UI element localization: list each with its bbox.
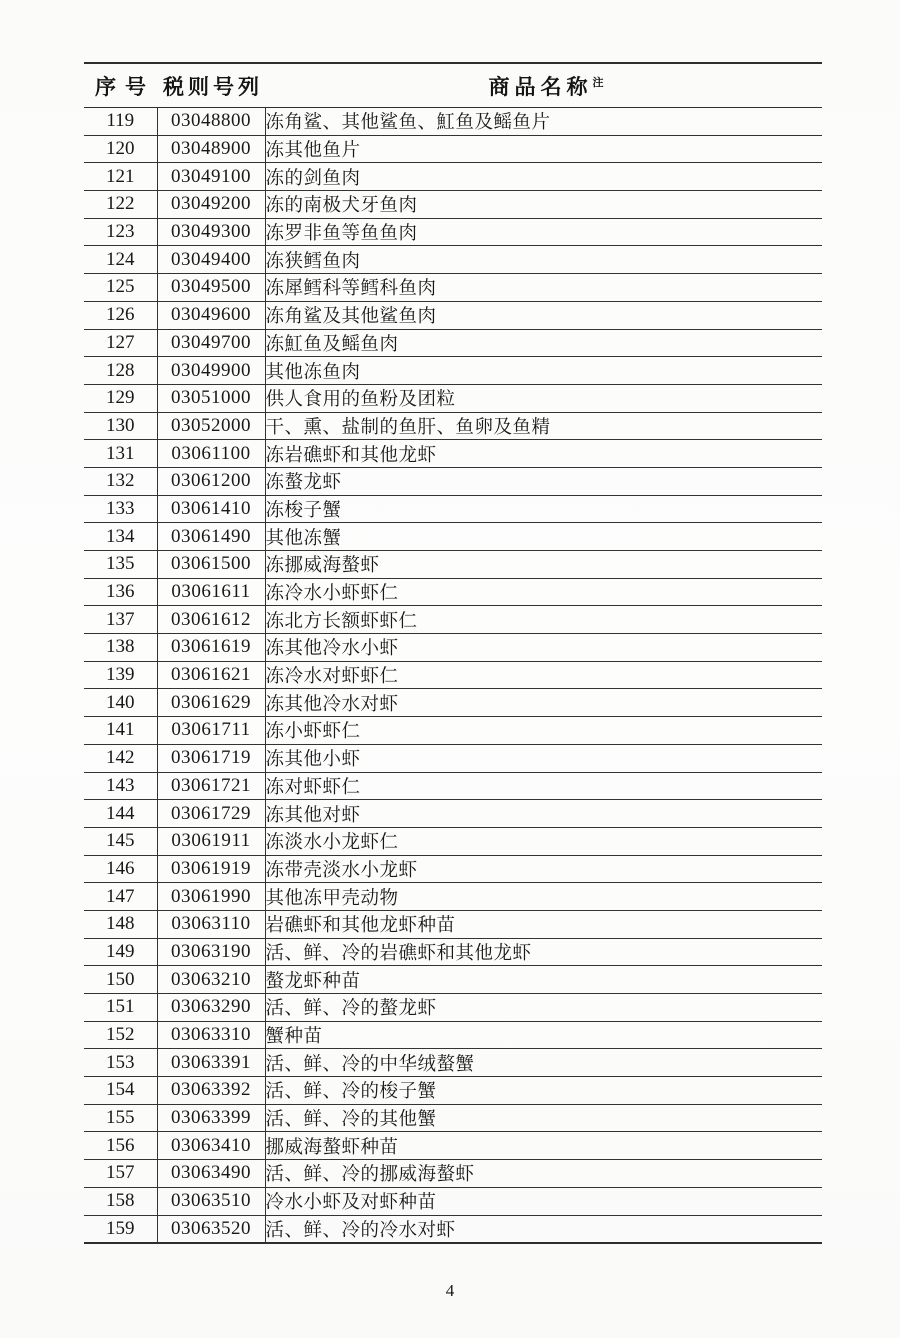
row-name-cell: 活、鲜、冷的中华绒螯蟹 <box>265 1049 822 1077</box>
row-seq-cell: 149 <box>84 938 157 966</box>
table-row <box>84 578 822 606</box>
row-seq-cell: 132 <box>84 467 157 495</box>
row-seq-cell: 126 <box>84 301 157 329</box>
row-seq-cell: 144 <box>84 800 157 828</box>
row-name-cell: 活、鲜、冷的岩礁虾和其他龙虾 <box>265 938 822 966</box>
row-name-cell: 螯龙虾种苗 <box>265 966 822 994</box>
row-seq-cell: 139 <box>84 661 157 689</box>
column-header-seq-label: 序号 <box>95 74 155 99</box>
row-name-cell: 冻对虾虾仁 <box>265 772 822 800</box>
table-row <box>84 827 822 855</box>
row-code-cell: 03061619 <box>157 634 265 662</box>
row-name-cell: 冻小虾虾仁 <box>265 717 822 745</box>
row-name-cell: 冻其他冷水对虾 <box>265 689 822 717</box>
table-row <box>84 495 822 523</box>
row-code-cell: 03063490 <box>157 1160 265 1188</box>
row-seq-cell: 121 <box>84 163 157 191</box>
row-code-cell: 03063190 <box>157 938 265 966</box>
row-seq-cell: 148 <box>84 910 157 938</box>
table-row <box>84 274 822 302</box>
table-row <box>84 467 822 495</box>
row-seq-cell: 147 <box>84 883 157 911</box>
row-seq-cell: 128 <box>84 357 157 385</box>
row-code-cell: 03061500 <box>157 551 265 579</box>
row-code-cell: 03061410 <box>157 495 265 523</box>
row-code-cell: 03061721 <box>157 772 265 800</box>
table-row <box>84 1104 822 1132</box>
page-number: 4 <box>445 1281 455 1300</box>
row-name-cell: 其他冻甲壳动物 <box>265 883 822 911</box>
row-code-cell: 03061629 <box>157 689 265 717</box>
row-name-cell: 冻淡水小龙虾仁 <box>265 827 822 855</box>
row-seq-cell: 142 <box>84 744 157 772</box>
row-code-cell: 03049300 <box>157 218 265 246</box>
table-row <box>84 329 822 357</box>
row-code-cell: 03063410 <box>157 1132 265 1160</box>
table-row <box>84 938 822 966</box>
row-code-cell: 03063391 <box>157 1049 265 1077</box>
table-row <box>84 661 822 689</box>
table-row <box>84 523 822 551</box>
column-header-code-label: 税则号列 <box>163 74 263 99</box>
row-code-cell: 03061200 <box>157 467 265 495</box>
table-row <box>84 994 822 1022</box>
row-seq-cell: 120 <box>84 135 157 163</box>
table-row <box>84 689 822 717</box>
row-seq-cell: 143 <box>84 772 157 800</box>
row-name-cell: 冻冷水对虾虾仁 <box>265 661 822 689</box>
row-seq-cell: 123 <box>84 218 157 246</box>
table-row <box>84 606 822 634</box>
tariff-table <box>84 62 822 1244</box>
row-code-cell: 03049600 <box>157 301 265 329</box>
row-name-cell: 冻北方长额虾虾仁 <box>265 606 822 634</box>
row-name-cell: 冻其他对虾 <box>265 800 822 828</box>
row-name-cell: 冷水小虾及对虾种苗 <box>265 1187 822 1215</box>
table-body <box>84 108 822 1244</box>
row-seq-cell: 138 <box>84 634 157 662</box>
row-name-cell: 冻挪威海螯虾 <box>265 551 822 579</box>
row-name-cell: 其他冻鱼肉 <box>265 357 822 385</box>
row-code-cell: 03063110 <box>157 910 265 938</box>
row-seq-cell: 135 <box>84 551 157 579</box>
table-row <box>84 108 822 136</box>
row-seq-cell: 146 <box>84 855 157 883</box>
table-row <box>84 910 822 938</box>
row-seq-cell: 154 <box>84 1077 157 1105</box>
row-seq-cell: 145 <box>84 827 157 855</box>
row-code-cell: 03049100 <box>157 163 265 191</box>
row-name-cell: 冻角鲨、其他鲨鱼、魟鱼及鳐鱼片 <box>265 108 822 136</box>
row-code-cell: 03061919 <box>157 855 265 883</box>
row-name-cell: 冻其他冷水小虾 <box>265 634 822 662</box>
row-code-cell: 03061612 <box>157 606 265 634</box>
row-name-cell: 冻魟鱼及鳐鱼肉 <box>265 329 822 357</box>
table-row <box>84 1215 822 1243</box>
row-name-cell: 活、鲜、冷的梭子蟹 <box>265 1077 822 1105</box>
row-seq-cell: 152 <box>84 1021 157 1049</box>
table-row <box>84 191 822 219</box>
table-row <box>84 135 822 163</box>
row-seq-cell: 136 <box>84 578 157 606</box>
row-code-cell: 03048800 <box>157 108 265 136</box>
column-header-name <box>265 63 822 108</box>
row-name-cell: 冻冷水小虾虾仁 <box>265 578 822 606</box>
header-footnote-marker: 注 <box>592 76 604 89</box>
row-name-cell: 冻的南极犬牙鱼肉 <box>265 191 822 219</box>
table-row <box>84 1187 822 1215</box>
table-row <box>84 1077 822 1105</box>
row-seq-cell: 127 <box>84 329 157 357</box>
row-name-cell: 冻带壳淡水小龙虾 <box>265 855 822 883</box>
row-name-cell: 冻螯龙虾 <box>265 467 822 495</box>
row-seq-cell: 122 <box>84 191 157 219</box>
row-code-cell: 03063520 <box>157 1215 265 1243</box>
row-seq-cell: 119 <box>84 108 157 136</box>
table-row <box>84 717 822 745</box>
table-row <box>84 800 822 828</box>
row-code-cell: 03049700 <box>157 329 265 357</box>
row-name-cell: 岩礁虾和其他龙虾种苗 <box>265 910 822 938</box>
table-row <box>84 883 822 911</box>
row-seq-cell: 151 <box>84 994 157 1022</box>
row-code-cell: 03061611 <box>157 578 265 606</box>
row-name-cell: 冻角鲨及其他鲨鱼肉 <box>265 301 822 329</box>
row-name-cell: 供人食用的鱼粉及团粒 <box>265 384 822 412</box>
row-seq-cell: 133 <box>84 495 157 523</box>
row-code-cell: 03061621 <box>157 661 265 689</box>
column-header-code <box>157 63 265 108</box>
row-seq-cell: 140 <box>84 689 157 717</box>
row-code-cell: 03051000 <box>157 384 265 412</box>
row-code-cell: 03061729 <box>157 800 265 828</box>
table-row <box>84 301 822 329</box>
row-name-cell: 干、熏、盐制的鱼肝、鱼卵及鱼精 <box>265 412 822 440</box>
table-row <box>84 163 822 191</box>
row-name-cell: 冻其他鱼片 <box>265 135 822 163</box>
row-code-cell: 03061990 <box>157 883 265 911</box>
table-row <box>84 384 822 412</box>
row-name-cell: 活、鲜、冷的冷水对虾 <box>265 1215 822 1243</box>
row-name-cell: 冻的剑鱼肉 <box>265 163 822 191</box>
row-seq-cell: 141 <box>84 717 157 745</box>
row-name-cell: 蟹种苗 <box>265 1021 822 1049</box>
table-row <box>84 440 822 468</box>
row-seq-cell: 137 <box>84 606 157 634</box>
table-row <box>84 246 822 274</box>
row-seq-cell: 134 <box>84 523 157 551</box>
row-seq-cell: 153 <box>84 1049 157 1077</box>
table-row <box>84 357 822 385</box>
row-code-cell: 03063510 <box>157 1187 265 1215</box>
column-header-name-label: 商品名称 <box>488 74 593 99</box>
table-row <box>84 744 822 772</box>
row-name-cell: 冻梭子蟹 <box>265 495 822 523</box>
table-row <box>84 966 822 994</box>
row-seq-cell: 131 <box>84 440 157 468</box>
row-seq-cell: 125 <box>84 274 157 302</box>
row-seq-cell: 155 <box>84 1104 157 1132</box>
row-name-cell: 活、鲜、冷的螯龙虾 <box>265 994 822 1022</box>
row-name-cell: 冻犀鳕科等鳕科鱼肉 <box>265 274 822 302</box>
row-name-cell: 冻其他小虾 <box>265 744 822 772</box>
row-name-cell: 活、鲜、冷的其他蟹 <box>265 1104 822 1132</box>
row-code-cell: 03061490 <box>157 523 265 551</box>
table-row <box>84 634 822 662</box>
row-name-cell: 冻岩礁虾和其他龙虾 <box>265 440 822 468</box>
table-row <box>84 1021 822 1049</box>
table-row <box>84 551 822 579</box>
row-name-cell: 其他冻蟹 <box>265 523 822 551</box>
table-row <box>84 855 822 883</box>
row-code-cell: 03049500 <box>157 274 265 302</box>
row-seq-cell: 159 <box>84 1215 157 1243</box>
table-row <box>84 1049 822 1077</box>
row-code-cell: 03049900 <box>157 357 265 385</box>
table-row <box>84 218 822 246</box>
row-code-cell: 03049200 <box>157 191 265 219</box>
row-name-cell: 挪威海螯虾种苗 <box>265 1132 822 1160</box>
row-seq-cell: 150 <box>84 966 157 994</box>
row-code-cell: 03061719 <box>157 744 265 772</box>
row-seq-cell: 129 <box>84 384 157 412</box>
row-seq-cell: 157 <box>84 1160 157 1188</box>
row-code-cell: 03063399 <box>157 1104 265 1132</box>
table-row <box>84 772 822 800</box>
table-row <box>84 1132 822 1160</box>
row-code-cell: 03048900 <box>157 135 265 163</box>
row-seq-cell: 124 <box>84 246 157 274</box>
row-seq-cell: 156 <box>84 1132 157 1160</box>
table-row <box>84 412 822 440</box>
row-code-cell: 03049400 <box>157 246 265 274</box>
row-code-cell: 03063392 <box>157 1077 265 1105</box>
table-header-row <box>84 63 822 108</box>
row-name-cell: 冻罗非鱼等鱼鱼肉 <box>265 218 822 246</box>
row-code-cell: 03063290 <box>157 994 265 1022</box>
row-code-cell: 03061100 <box>157 440 265 468</box>
column-header-seq <box>84 63 157 108</box>
row-code-cell: 03061711 <box>157 717 265 745</box>
row-name-cell: 活、鲜、冷的挪威海螯虾 <box>265 1160 822 1188</box>
row-code-cell: 03061911 <box>157 827 265 855</box>
row-seq-cell: 130 <box>84 412 157 440</box>
row-name-cell: 冻狭鳕鱼肉 <box>265 246 822 274</box>
table-row <box>84 1160 822 1188</box>
row-code-cell: 03063210 <box>157 966 265 994</box>
row-code-cell: 03052000 <box>157 412 265 440</box>
row-seq-cell: 158 <box>84 1187 157 1215</box>
row-code-cell: 03063310 <box>157 1021 265 1049</box>
